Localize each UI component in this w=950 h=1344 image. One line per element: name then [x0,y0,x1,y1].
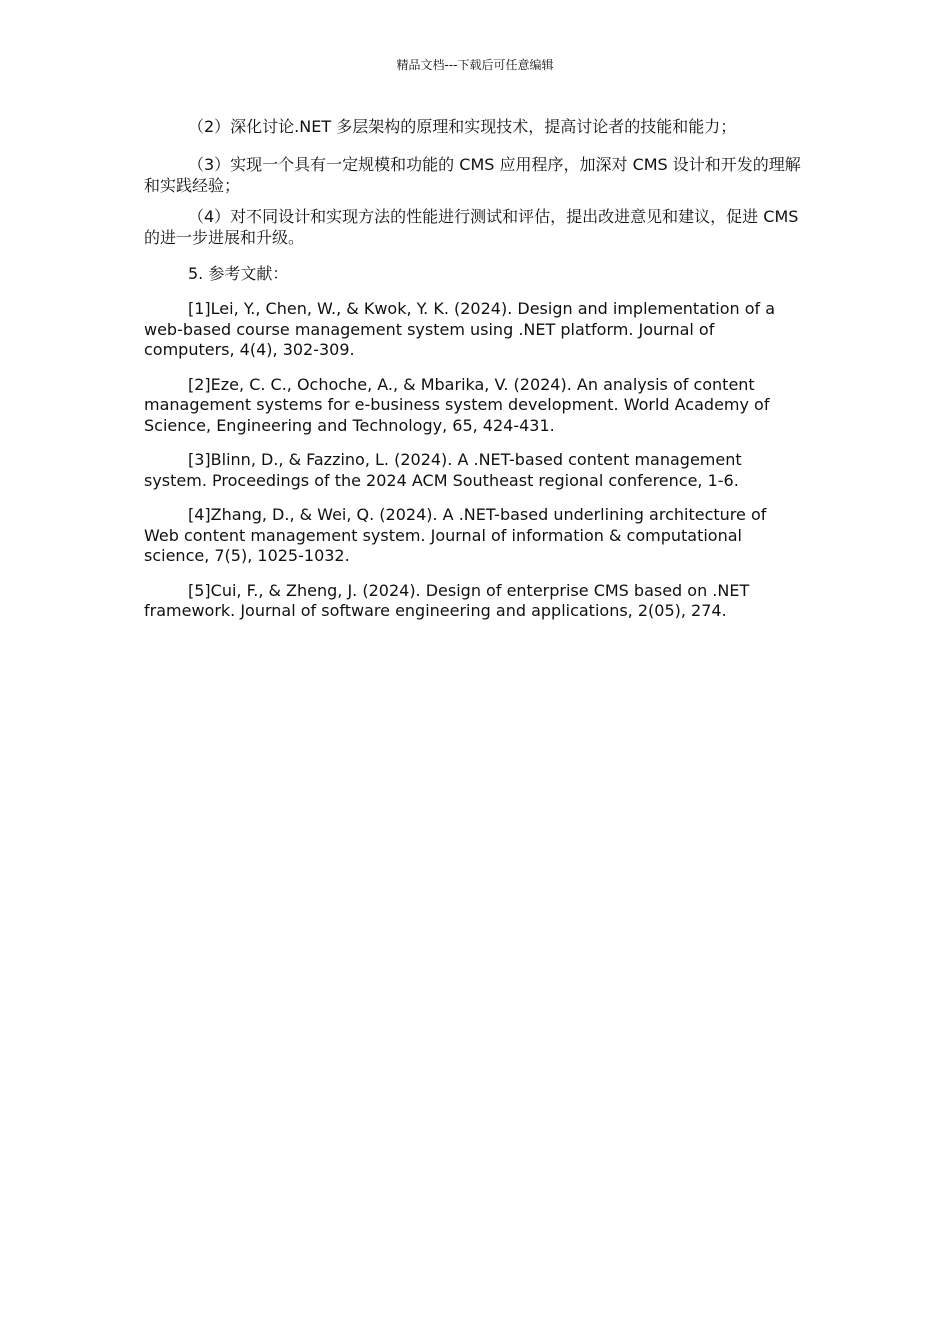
objective-paragraph-2: （2）深化讨论.NET 多层架构的原理和实现技术，提高讨论者的技能和能力； [188,117,737,136]
reference-item: [3]Blinn, D., & Fazzino, L. (2024). A .NET-based content management system. Proceedings of the 2024 ACM Southeast regional conference, 1-6. [144,450,742,490]
reference-list [144,299,806,622]
reference-item: [1]Lei, Y., Chen, W., & Kwok, Y. K. (2024). Design and implementation of a web-based course management system using .NET platform. Journal of computers, 4(4), 302-309. [144,299,776,359]
document-body [144,116,806,622]
references-heading: 5. 参考文献： [188,264,289,283]
objective-paragraph-4: （4）对不同设计和实现方法的性能进行测试和评估，提出改进意见和建议，促进 CMS 的进一步进展和升级。 [144,207,799,247]
reference-item: [4]Zhang, D., & Wei, Q. (2024). A .NET-based underlining architecture of Web content management system. Journal of information & computational science, 7(5), 1025-1032. [144,505,767,565]
reference-item: [5]Cui, F., & Zheng, J. (2024). Design of enterprise CMS based on .NET framework. Journal of software engineering and applications, 2(05), 274. [144,580,750,620]
reference-item: [2]Eze, C. C., Ochoche, A., & Mbarika, V. (2024). An analysis of content management systems for e-business system development. World Academy of Science, Engineering and Technology, 65, 424-431. [144,374,770,435]
objective-paragraph-3: （3）实现一个具有一定规模和功能的 CMS 应用程序，加深对 CMS 设计和开发的理解和实践经验； [144,155,801,195]
page-header: 精品文档---下载后可任意编辑 [396,58,554,72]
